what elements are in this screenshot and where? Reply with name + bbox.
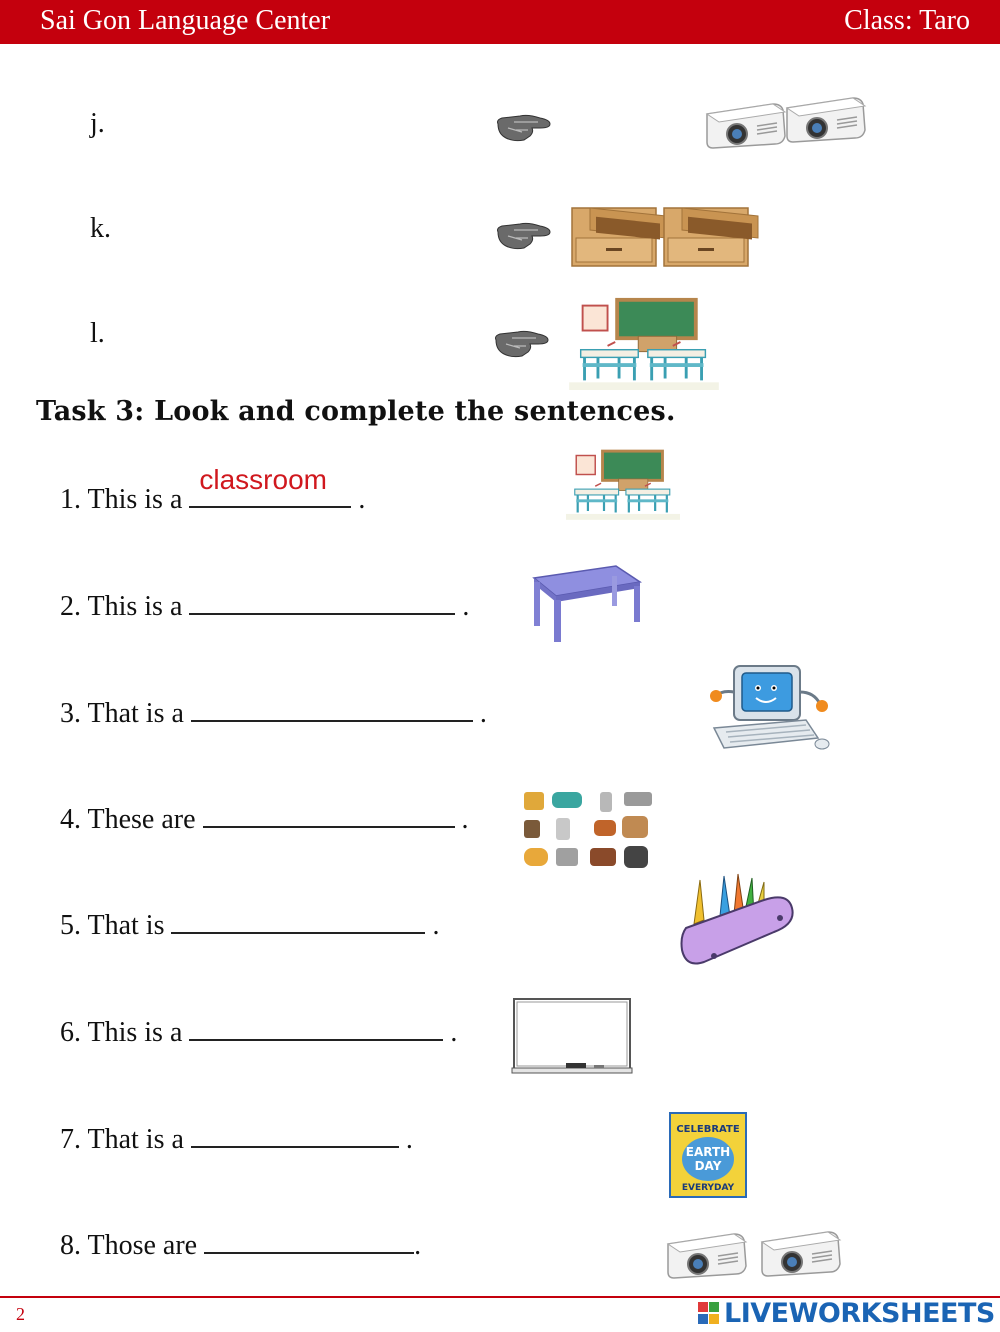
classroom-icon <box>566 442 680 526</box>
sentence-3 <box>60 694 487 730</box>
sentence-prefix: 6. This is a <box>60 1017 183 1048</box>
answer-blank-2[interactable] <box>189 587 455 615</box>
poster-line-1: CELEBRATE <box>676 1124 740 1135</box>
pointing-hand-icon <box>494 110 554 144</box>
sentence-4 <box>60 800 469 836</box>
pointing-hand-icon <box>494 218 554 252</box>
classroom-icon <box>566 296 722 390</box>
puzzle-pieces-icon <box>520 788 656 872</box>
sentence-suffix: . <box>425 910 440 941</box>
sentence-7 <box>60 1120 413 1156</box>
answer-blank-8[interactable] <box>204 1226 414 1254</box>
answer-blank-4[interactable] <box>203 800 455 828</box>
sentence-suffix: . <box>414 1230 422 1261</box>
sentence-prefix: 3. That is a <box>60 698 184 729</box>
class-label: Class: Taro <box>844 5 970 36</box>
item-letter-k: k. <box>90 213 111 244</box>
answer-blank-7[interactable] <box>191 1120 399 1148</box>
poster-line-4: EVERYDAY <box>681 1183 735 1193</box>
page-number: 2 <box>16 1304 25 1324</box>
table-icon <box>530 562 644 644</box>
sentence-prefix: 4. These are <box>60 804 196 835</box>
answer-blank-6[interactable] <box>189 1013 443 1041</box>
sentence-8 <box>60 1226 421 1262</box>
drawer-icon <box>570 200 770 270</box>
sentence-5 <box>60 906 439 942</box>
sentence-6 <box>60 1013 457 1049</box>
answer-text: classroom <box>199 464 327 495</box>
school-name: Sai Gon Language Center <box>40 5 331 36</box>
computer-icon <box>706 662 834 756</box>
poster-line-2: EARTH <box>685 1145 731 1159</box>
projector-icon <box>664 1224 848 1280</box>
pencil-case-icon <box>680 870 796 974</box>
projector-icon <box>703 94 873 152</box>
sentence-suffix: . <box>398 1124 413 1155</box>
earth-day-poster-icon <box>669 1112 747 1198</box>
answer-blank-5[interactable] <box>171 906 425 934</box>
poster-line-3: DAY <box>694 1159 722 1173</box>
sentence-prefix: 8. Those are <box>60 1230 198 1261</box>
sentence-suffix: . <box>472 698 487 729</box>
answer-blank-3[interactable] <box>191 694 473 722</box>
sentence-suffix: . <box>443 1017 458 1048</box>
liveworksheets-brand[interactable]: LIVEWORKSHEETS <box>724 1298 995 1329</box>
header-bar <box>0 0 1000 44</box>
whiteboard-icon <box>510 996 634 1076</box>
sentence-suffix: . <box>454 804 469 835</box>
sentence-suffix: . <box>351 484 366 515</box>
sentence-2 <box>60 587 469 623</box>
answer-blank-1[interactable] <box>189 464 351 508</box>
sentence-prefix: 2. This is a <box>60 591 183 622</box>
pointing-hand-icon <box>492 326 552 360</box>
sentence-prefix: 1. This is a <box>60 484 183 515</box>
liveworksheets-logo-icon <box>698 1302 720 1326</box>
sentence-prefix: 5. That is <box>60 910 165 941</box>
sentence-1 <box>60 464 366 516</box>
sentence-prefix: 7. That is a <box>60 1124 184 1155</box>
item-letter-l: l. <box>90 318 105 349</box>
item-letter-j: j. <box>90 108 105 139</box>
globe-icon <box>682 1137 734 1181</box>
sentence-suffix: . <box>455 591 470 622</box>
task3-title: Task 3: Look and complete the sentences. <box>36 396 676 427</box>
